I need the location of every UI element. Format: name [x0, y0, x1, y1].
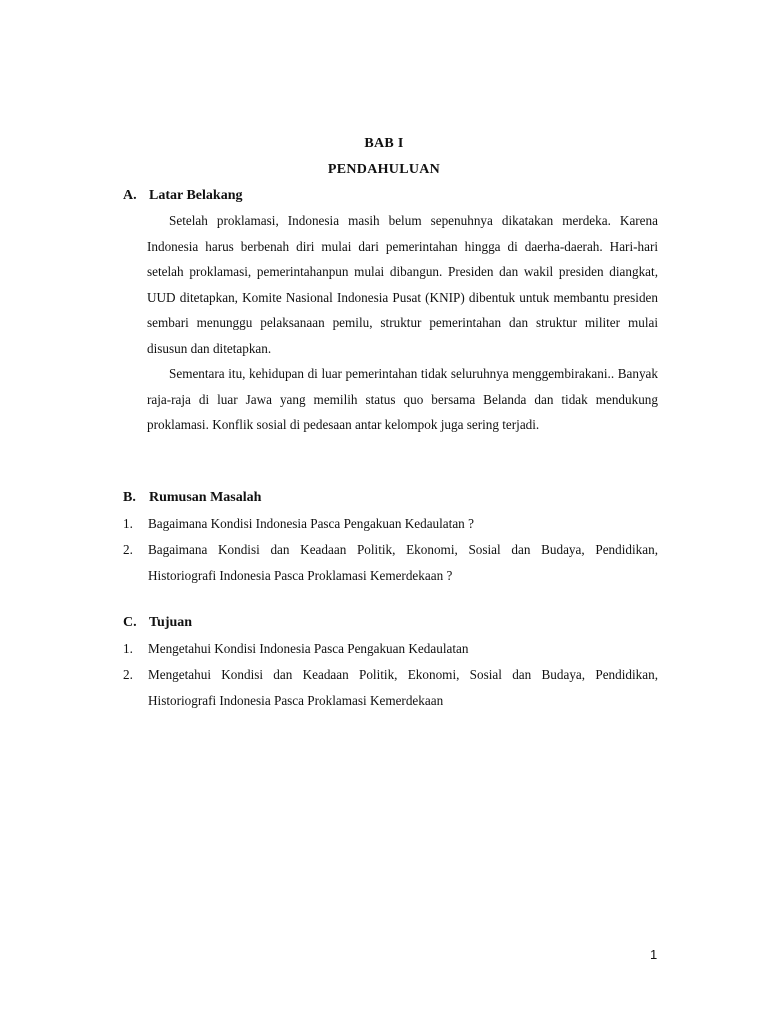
- section-b-item-2: [123, 537, 658, 588]
- section-b-letter: B.: [123, 490, 136, 505]
- section-c-letter: C.: [123, 615, 137, 630]
- section-a-heading: [123, 188, 242, 204]
- page-number: 1: [650, 947, 658, 962]
- chapter-subtitle: PENDAHULUAN: [327, 162, 441, 177]
- list-number: 1.: [123, 641, 133, 656]
- section-a-title: Latar Belakang: [149, 188, 243, 203]
- section-a-paragraph-2: Sementara itu, kehidupan di luar pemerintahan tidak seluruhnya menggembirakani.. Banyak raja-raja di luar Jawa yang memilih status quo bersama Belanda dan tidak mendukung proklamasi. Konflik sosial di pedesaan antar kelompok juga sering terjadi.: [147, 366, 658, 432]
- list-text: Mengetahui Kondisi dan Keadaan Politik, Ekonomi, Sosial dan Budaya, Pendidikan, Historiografi Indonesia Pasca Proklamasi Kemerdekaan: [148, 667, 658, 708]
- section-b-title: Rumusan Masalah: [149, 490, 262, 505]
- list-number: 2.: [123, 667, 133, 682]
- section-c-item-2: [123, 662, 658, 713]
- section-a-paragraph-1: Setelah proklamasi, Indonesia masih belum sepenuhnya dikatakan merdeka. Karena Indonesia harus berbenah diri mulai dari pemerintahan hingga di daerha-daerah. Hari-hari setelah proklamasi, pemerintahanpun mulai dibangun. Presiden dan wakil presiden diangkat, UUD ditetapkan, Komite Nasional Indonesia Pusat (KNIP) dibentuk untuk membantu presiden sembari menunggu pelaksanaan pemilu, struktur pemerintahan dan struktur militer mulai disusun dan ditetapkan.: [147, 213, 658, 356]
- list-text: Bagaimana Kondisi Indonesia Pasca Pengakuan Kedaulatan ?: [148, 516, 474, 531]
- section-a-letter: A.: [123, 188, 137, 203]
- section-b-heading: [123, 490, 261, 506]
- section-c-heading: [123, 615, 192, 631]
- chapter-title: BAB I: [364, 136, 404, 151]
- section-c-title: Tujuan: [149, 615, 193, 630]
- list-number: 1.: [123, 516, 133, 531]
- section-b-item-1: [123, 511, 658, 537]
- section-c-item-1: [123, 636, 658, 662]
- list-number: 2.: [123, 542, 133, 557]
- list-text: Bagaimana Kondisi dan Keadaan Politik, Ekonomi, Sosial dan Budaya, Pendidikan, Historiografi Indonesia Pasca Proklamasi Kemerdekaan ?: [148, 542, 658, 583]
- list-text: Mengetahui Kondisi Indonesia Pasca Pengakuan Kedaulatan: [148, 641, 469, 656]
